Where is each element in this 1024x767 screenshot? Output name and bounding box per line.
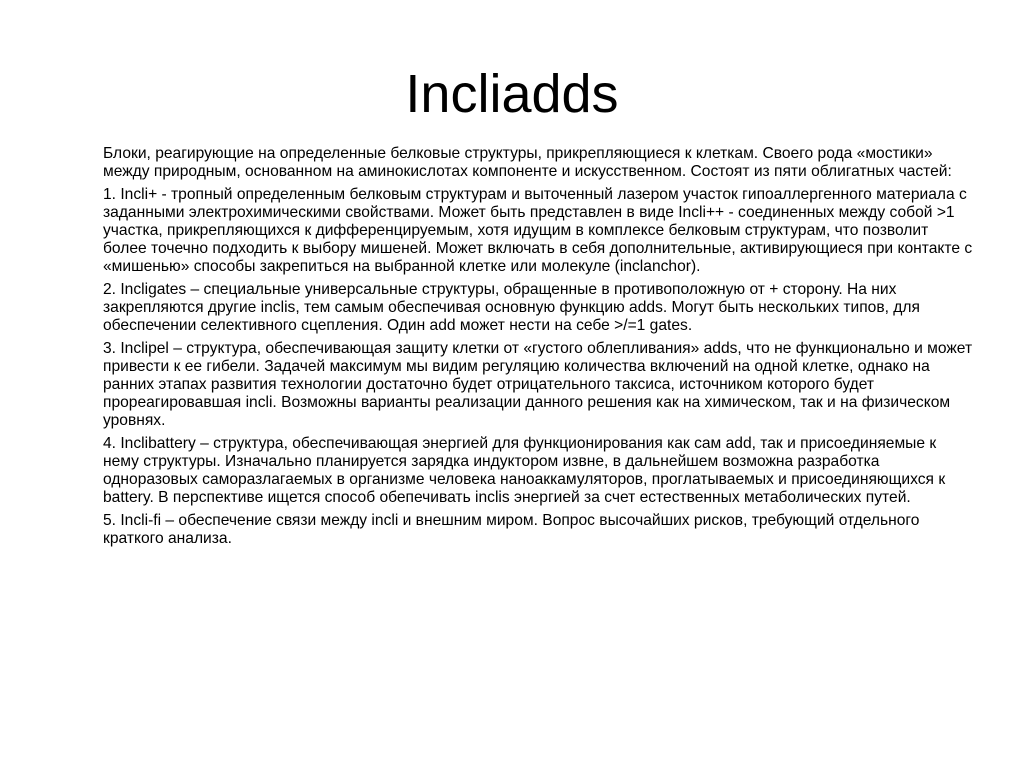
slide-title: Incliadds	[405, 64, 619, 124]
list-item-incli-fi: 5. Incli-fi – обеспечение связи между incli и внешним миром. Вопрос высочайших рисков, требующий отдельного краткого анализа.	[103, 512, 920, 547]
list-item-inclipel: 3. Inclipel – структура, обеспечивающая защиту клетки от «густого облепливания» adds, что не функционально и может привести к ее гибели. Задачей максимум мы видим регуляцию количества включений на одной клетке, однако на ранних этапах развития технологии достаточно будет отрицательного таксиса, источником которого будет прореагировавшая incli. Возможны варианты реализации данного решения как на химическом, так и на физическом уровнях.	[103, 340, 973, 429]
intro-paragraph: Блоки, реагирующие на определенные белковые структуры, прикрепляющиеся к клеткам. Своего рода «мостики» между природным, основанном на аминокислотах компоненте и искусственном. Состоят из пяти облигатных частей:	[103, 145, 952, 180]
list-item-incligates: 2. Incligates – специальные универсальные структуры, обращенные в противоположную от + сторону. На них закрепляются другие inclis, тем самым обеспечивая основную функцию adds. Могут быть нескольких типов, для обеспечении селективного сцепления. Один add может нести на себе >/=1 gates.	[103, 281, 920, 334]
slide-body	[103, 145, 975, 553]
list-item-inclibattery: 4. Inclibattery – структура, обеспечивающая энергией для функционирования как сам add, так и присоединяемые к нему структуры. Изначально планируется зарядка индуктором извне, в дальнейшем возможна разработка одноразовых саморазлагаемых в организме человека наноаккамуляторов, проглатываемых и присоединяющихся к battery. В перспективе ищется способ обепечивать inclis энергией за счет естественных метаболических путей.	[103, 435, 946, 506]
list-item-incli-plus: 1. Incli+ - тропный определенным белковым структурам и выточенный лазером участок гипоаллергенного материала с заданными электрохимическими свойствами. Может быть представлен в виде Incli++ - соединенных между собой >1 участка, прикрепляющихся к дифференцируемым, хотя идущим в комплексе белковым структурам, что позволит более точечно подходить к выбору мишеней. Может включать в себя дополнительные, активирующиеся при контакте с «мишенью» способы закрепиться на выбранной клетке или молекуле (inclanchor).	[103, 186, 973, 275]
